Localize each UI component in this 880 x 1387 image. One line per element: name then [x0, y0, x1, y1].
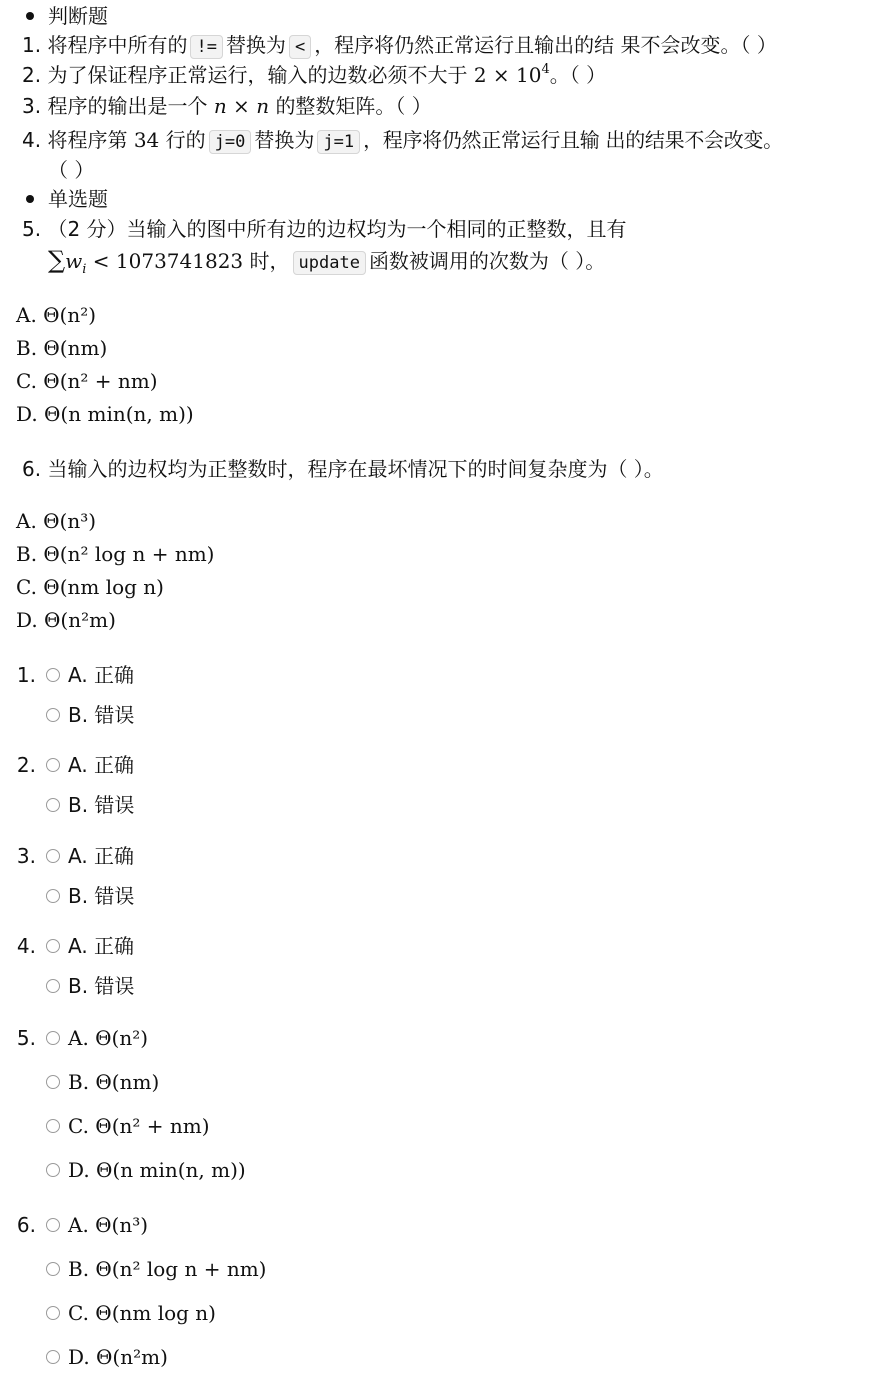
- section-single: 单选题: [26, 184, 108, 214]
- question-4-paren: （ ）: [48, 158, 95, 182]
- radio-2b[interactable]: [46, 798, 60, 812]
- answer-2b[interactable]: B. 错误: [68, 793, 135, 817]
- question-5: 5. （2 分）当输入的图中所有边的边权均为一个相同的正整数，且有: [22, 217, 627, 241]
- radio-5d[interactable]: [46, 1163, 60, 1177]
- radio-1a[interactable]: [46, 668, 60, 682]
- answer-1a[interactable]: A. 正确: [68, 663, 135, 687]
- question-1: 1. 将程序中所有的 != 替换为 < ，程序将仍然正常运行且输出的结 果不会改变。（ ）: [22, 33, 777, 57]
- answer-6c[interactable]: C. Θ(nm log n): [68, 1301, 216, 1325]
- answer-4a[interactable]: A. 正确: [68, 934, 135, 958]
- question-5-cont: $\sum w_i < 1073741823$ 时， update 函数被调用的次数为（ ）。: [48, 246, 606, 277]
- answer-5d[interactable]: D. Θ(n min(n, m)): [68, 1158, 246, 1182]
- section-judge: 判断题: [26, 1, 108, 31]
- answer-4b[interactable]: B. 错误: [68, 974, 135, 998]
- radio-1b[interactable]: [46, 708, 60, 722]
- q6-option-d: D. Θ(n²m): [16, 608, 116, 632]
- question-4: 4. 将程序第 34 行的 j=0 替换为 j=1 ，程序将仍然正常运行且输 出的结果不会改变。: [22, 128, 783, 152]
- radio-6c[interactable]: [46, 1306, 60, 1320]
- radio-5b[interactable]: [46, 1075, 60, 1089]
- answer-6b[interactable]: B. Θ(n² log n + nm): [68, 1257, 267, 1281]
- answer-5c[interactable]: C. Θ(n² + nm): [68, 1114, 210, 1138]
- radio-4b[interactable]: [46, 979, 60, 993]
- answer-3a[interactable]: A. 正确: [68, 844, 135, 868]
- radio-3a[interactable]: [46, 849, 60, 863]
- radio-2a[interactable]: [46, 758, 60, 772]
- bullet-icon: [26, 12, 34, 20]
- q6-option-a: A. Θ(n³): [16, 509, 97, 533]
- q5-option-a: A. Θ(n²): [16, 303, 97, 327]
- radio-4a[interactable]: [46, 939, 60, 953]
- code-lt: <: [289, 35, 311, 59]
- q5-option-d: D. Θ(n min(n, m)): [16, 402, 194, 426]
- q6-option-b: B. Θ(n² log n + nm): [16, 542, 215, 566]
- code-update: update: [293, 251, 366, 275]
- code-j1: j=1: [317, 130, 360, 154]
- q5-option-b: B. Θ(nm): [16, 336, 108, 360]
- question-6: 6. 当输入的边权均为正整数时，程序在最坏情况下的时间复杂度为（ ）。: [22, 457, 664, 481]
- answer-2a[interactable]: A. 正确: [68, 753, 135, 777]
- bullet-icon: [26, 195, 34, 203]
- radio-3b[interactable]: [46, 889, 60, 903]
- answer-1b[interactable]: B. 错误: [68, 703, 135, 727]
- answer-5b[interactable]: B. Θ(nm): [68, 1070, 160, 1094]
- answer-5a[interactable]: A. Θ(n²): [68, 1026, 149, 1050]
- radio-5a[interactable]: [46, 1031, 60, 1045]
- question-2: 2. 为了保证程序正常运行，输入的边数必须不大于 $2 \times 10^4$。（ ）: [22, 62, 607, 87]
- answer-6d[interactable]: D. Θ(n²m): [68, 1345, 168, 1369]
- radio-5c[interactable]: [46, 1119, 60, 1133]
- q5-option-c: C. Θ(n² + nm): [16, 369, 158, 393]
- q6-option-c: C. Θ(nm log n): [16, 575, 164, 599]
- code-j0: j=0: [209, 130, 252, 154]
- question-3: 3. 程序的输出是一个 n × n 的整数矩阵。（ ）: [22, 94, 432, 118]
- radio-6a[interactable]: [46, 1218, 60, 1232]
- radio-6d[interactable]: [46, 1350, 60, 1364]
- code-neq: !=: [190, 35, 222, 59]
- radio-6b[interactable]: [46, 1262, 60, 1276]
- answer-3b[interactable]: B. 错误: [68, 884, 135, 908]
- answer-6a[interactable]: A. Θ(n³): [68, 1213, 149, 1237]
